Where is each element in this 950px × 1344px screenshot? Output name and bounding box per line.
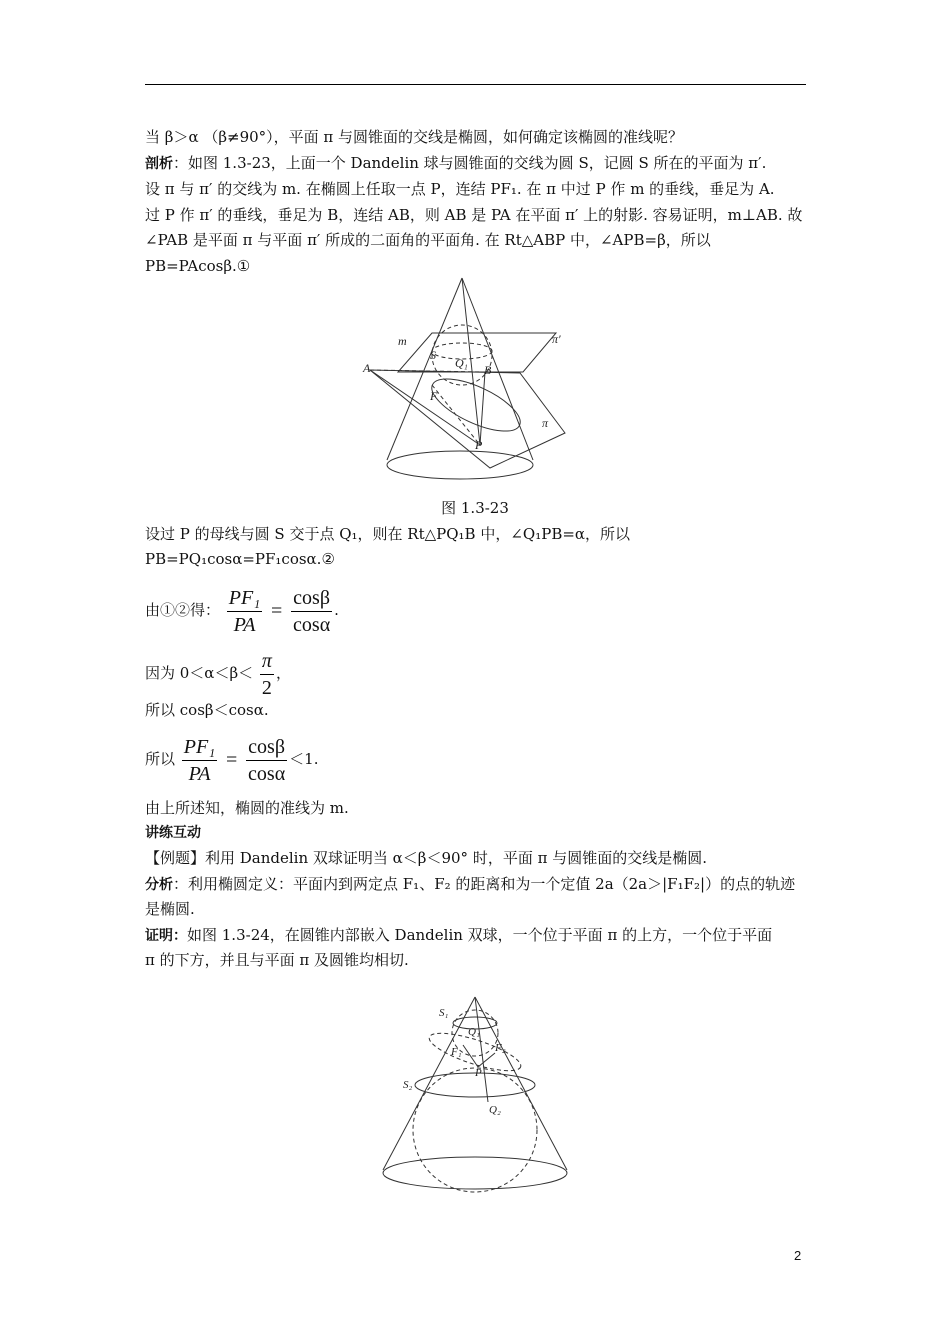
section-heading: 讲练互动: [145, 825, 201, 841]
cone-generator-left: [383, 997, 475, 1170]
text-line: PB=PQ₁cosα=PF₁cosα.②: [145, 550, 335, 568]
equals-sign: =: [270, 600, 283, 622]
text-span: ：如图 1.3-23，上面一个 Dandelin 球与圆锥面的交线为圆 S，记圆 S 所在的平面为 π′.: [173, 154, 767, 172]
fig1-label-p: P: [475, 438, 483, 452]
text-line: 是椭圆.: [145, 900, 195, 918]
fig1-label-m: m: [398, 334, 407, 348]
numerator: π: [260, 648, 274, 675]
segment-pb: [480, 372, 485, 445]
text-span: 由①②得：: [145, 601, 221, 619]
text-line: [145, 873, 795, 896]
text-line: π 的下方，并且与平面 π 及圆锥均相切.: [145, 951, 409, 969]
formula-line-1: [145, 584, 339, 638]
cone-base: [383, 1157, 567, 1189]
numerator: PF₁: [182, 734, 217, 761]
figure-caption: 图 1.3-23: [441, 499, 509, 517]
label-analysis: 分析: [145, 877, 173, 893]
text-span: 如图 1.3-24，在圆锥内部嵌入 Dandelin 双球，一个位于平面 π 的上方，一个位于平面: [187, 926, 773, 944]
formula-line-2: [145, 647, 291, 701]
figure-1-3-24: [375, 995, 575, 1200]
fig2-label-q2: Q₂: [489, 1104, 501, 1116]
text-span: 所以: [145, 750, 176, 768]
fig1-label-b: B: [484, 363, 492, 377]
fig2-label-q1: Q₁: [468, 1026, 480, 1038]
equals-sign: =: [225, 749, 238, 771]
text-line: 过 P 作 π′ 的垂线，垂足为 B，连结 AB，则 AB 是 PA 在平面 π′ 上的射影. 容易证明，m⊥AB. 故: [145, 206, 803, 224]
lower-sphere: [413, 1068, 537, 1192]
formula-line-3: [145, 733, 318, 787]
page-number: 2: [794, 1248, 802, 1263]
cone-generator-right: [462, 278, 533, 460]
text-line: [145, 924, 772, 947]
text-line: 设 π 与 π′ 的交线为 m. 在椭圆上任取一点 P，连结 PF₁. 在 π 中过 P 作 m 的垂线，垂足为 A.: [145, 180, 775, 198]
fig2-label-f1: F₁: [451, 1046, 462, 1058]
segment-fp: [432, 385, 480, 445]
cone-generator-right: [475, 997, 567, 1170]
fig2-label-s1: S₁: [439, 1007, 449, 1019]
fraction-cos: [291, 585, 332, 638]
label-proof: 证明：: [145, 928, 187, 944]
fraction-pf1-pa: [227, 585, 262, 638]
fig1-label-pi-prime: π′: [552, 332, 561, 346]
text-span: ＜1.: [289, 750, 319, 768]
plane-pi: [370, 370, 565, 468]
cone-base: [387, 451, 533, 479]
text-line: 所以 cosβ＜cosα.: [145, 701, 269, 719]
text-line: [145, 152, 766, 175]
fig2-label-p: P: [475, 1067, 482, 1079]
fig1-label-pi: π: [542, 416, 549, 430]
fig2-label-s2: S₂: [403, 1079, 413, 1091]
denominator: PA: [233, 613, 256, 636]
label-analysis: 剖析: [145, 156, 173, 172]
denominator: 2: [261, 676, 272, 699]
text-span: ：利用椭圆定义：平面内到两定点 F₁、F₂ 的距离和为一个定值 2a（2a＞|F₁F₂|）的点的轨迹: [173, 875, 796, 893]
text-line: 设过 P 的母线与圆 S 交于点 Q₁，则在 Rt△PQ₁B 中，∠Q₁PB=α，所以: [145, 525, 631, 543]
text-line: 由上所述知，椭圆的准线为 m.: [145, 799, 349, 817]
text-span: 因为 0＜α＜β＜: [145, 664, 254, 682]
period: .: [334, 601, 339, 619]
denominator: cosα: [293, 613, 331, 636]
upper-sphere: [432, 325, 492, 385]
fig1-label-f: F: [430, 389, 438, 403]
text-line: 当 β＞α （β≠90°），平面 π 与圆锥面的交线是椭圆，如何确定该椭圆的准线呢？: [145, 128, 684, 146]
header-rule: [145, 84, 806, 85]
denominator: PA: [188, 762, 211, 785]
fig1-label-s: S: [430, 348, 436, 362]
text-line: PB=PAcosβ.①: [145, 257, 251, 275]
fig2-label-f2: F₂: [495, 1042, 506, 1054]
cone-generator-left: [387, 278, 462, 460]
text-line: 【例题】利用 Dandelin 双球证明当 α＜β＜90° 时，平面 π 与圆锥面的交线是椭圆.: [145, 849, 707, 867]
numerator: PF₁: [227, 585, 262, 612]
fraction-pf1-pa: [182, 734, 217, 787]
text-span: ，: [275, 664, 291, 682]
figure-1-3-23: [360, 275, 600, 490]
numerator: cosβ: [291, 585, 332, 612]
plane-pi-prime: [398, 333, 556, 372]
numerator: cosβ: [246, 734, 287, 761]
fig1-label-q1: Q₁: [455, 356, 468, 370]
text-line: ∠PAB 是平面 π 与平面 π′ 所成的二面角的平面角. 在 Rt△ABP 中，∠APB=β，所以: [145, 231, 711, 249]
fraction-cos: [246, 734, 287, 787]
fig1-label-a: A: [363, 361, 371, 375]
denominator: cosα: [248, 762, 286, 785]
fraction-pi-over-2: [260, 648, 274, 701]
